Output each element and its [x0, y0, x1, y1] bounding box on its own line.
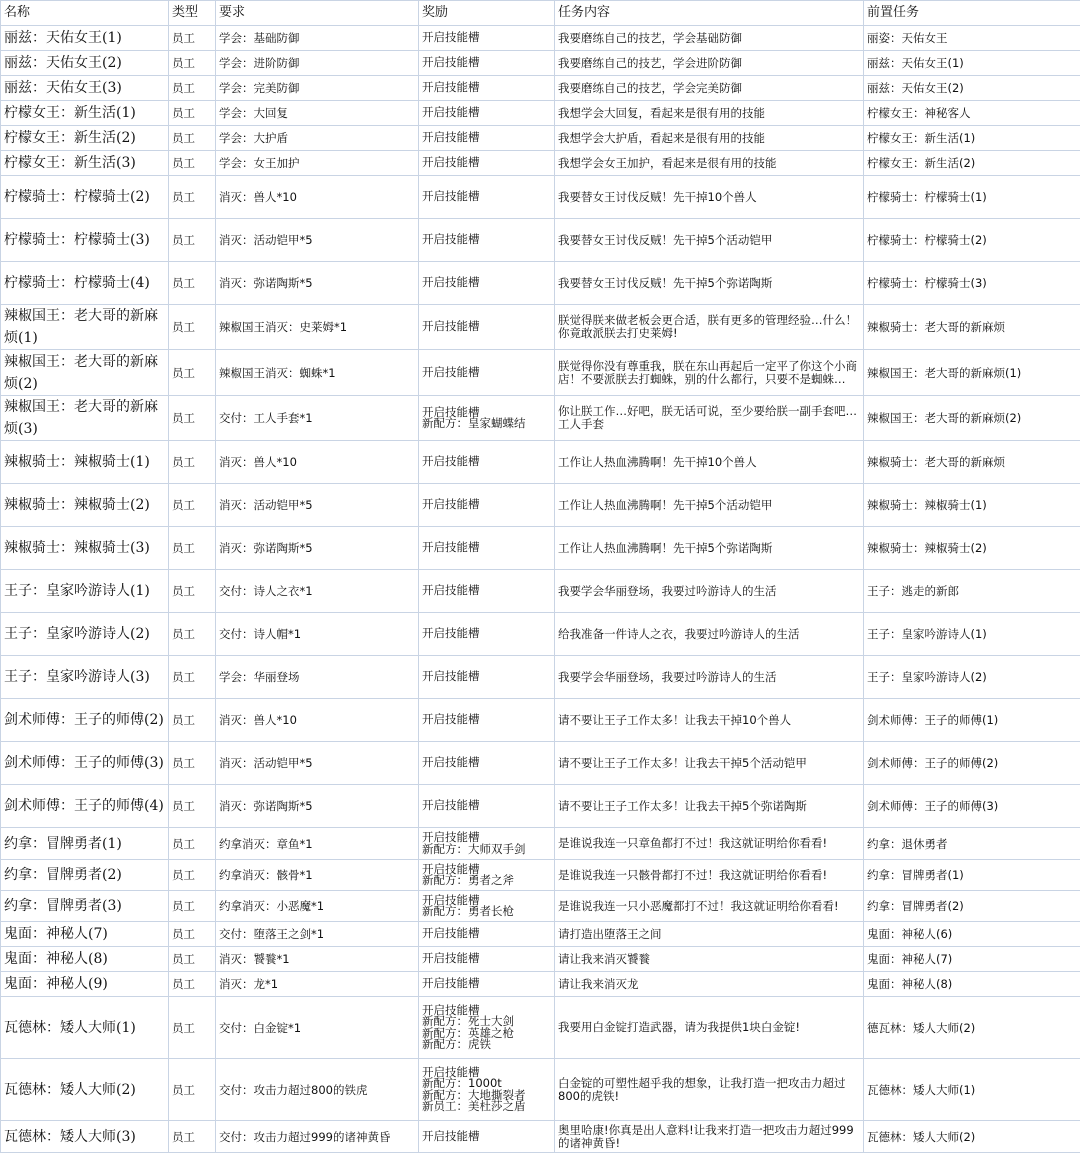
cell-task-content: 你让朕工作…好吧，朕无话可说，至少要给朕一副手套吧…工人手套 — [555, 396, 864, 441]
cell-name: 剑术师傅：王子的师傅(4) — [1, 785, 169, 828]
reward-item: 开启技能槽 — [422, 1131, 551, 1143]
cell-prerequisite: 剑术师傅：王子的师傅(2) — [864, 742, 1080, 785]
cell-name: 鬼面：神秘人(9) — [1, 972, 169, 997]
cell-prerequisite: 辣椒骑士：老大哥的新麻烦 — [864, 305, 1080, 350]
cell-name: 王子：皇家吟游诗人(3) — [1, 656, 169, 699]
cell-reward — [419, 305, 555, 350]
cell-name: 王子：皇家吟游诗人(2) — [1, 613, 169, 656]
cell-task-content: 我要替女王讨伐反贼！先干掉10个兽人 — [555, 176, 864, 219]
reward-item: 开启技能槽 — [422, 1005, 551, 1017]
cell-reward — [419, 51, 555, 76]
cell-reward — [419, 1121, 555, 1153]
reward-item: 开启技能槽 — [422, 895, 551, 907]
cell-type: 员工 — [169, 101, 216, 126]
cell-task-content: 工作让人热血沸腾啊！先干掉5个弥诺陶斯 — [555, 527, 864, 570]
reward-item: 开启技能槽 — [422, 1067, 551, 1079]
cell-reward — [419, 891, 555, 922]
reward-item: 新配方：皇家蝴蝶结 — [422, 418, 551, 430]
cell-name: 辣椒国王：老大哥的新麻烦(1) — [1, 305, 169, 350]
cell-requirement: 消灭：兽人*10 — [216, 441, 419, 484]
reward-item: 开启技能槽 — [422, 928, 551, 940]
cell-name: 柠檬女王：新生活(1) — [1, 101, 169, 126]
cell-reward — [419, 828, 555, 860]
cell-reward — [419, 350, 555, 396]
cell-task-content: 是谁说我连一只小恶魔都打不过！我这就证明给你看看! — [555, 891, 864, 922]
table-body — [1, 26, 1080, 1153]
cell-task-content: 我想学会大护盾，看起来是很有用的技能 — [555, 126, 864, 151]
cell-reward — [419, 484, 555, 527]
cell-name: 约拿：冒牌勇者(1) — [1, 828, 169, 860]
cell-task-content: 我要替女王讨伐反贼！先干掉5个弥诺陶斯 — [555, 262, 864, 305]
reward-item: 开启技能槽 — [422, 499, 551, 511]
cell-reward — [419, 570, 555, 613]
cell-requirement: 学会：大回复 — [216, 101, 419, 126]
cell-type: 员工 — [169, 262, 216, 305]
cell-name: 瓦德林：矮人大师(2) — [1, 1059, 169, 1121]
cell-task-content: 我要磨练自己的技艺，学会基础防御 — [555, 26, 864, 51]
cell-prerequisite: 剑术师傅：王子的师傅(1) — [864, 699, 1080, 742]
reward-item: 开启技能槽 — [422, 157, 551, 169]
cell-prerequisite: 约拿：冒牌勇者(2) — [864, 891, 1080, 922]
cell-name: 约拿：冒牌勇者(3) — [1, 891, 169, 922]
reward-item: 开启技能槽 — [422, 132, 551, 144]
cell-task-content: 请让我来消灭饕餮 — [555, 947, 864, 972]
reward-item: 新员工：美杜莎之盾 — [422, 1101, 551, 1113]
cell-prerequisite: 辣椒骑士：辣椒骑士(2) — [864, 527, 1080, 570]
cell-prerequisite: 辣椒国王：老大哥的新麻烦(2) — [864, 396, 1080, 441]
table-row — [1, 828, 1080, 860]
reward-item: 开启技能槽 — [422, 757, 551, 769]
cell-task-content: 我要替女王讨伐反贼！先干掉5个活动铠甲 — [555, 219, 864, 262]
table-row — [1, 305, 1080, 350]
cell-task-content: 朕觉得你没有尊重我，朕在东山再起后一定平了你这个小商店！不要派朕去打蜘蛛，别的什么都行，只要不是蜘蛛… — [555, 350, 864, 396]
header-requirement: 要求 — [216, 1, 419, 26]
reward-item: 开启技能槽 — [422, 407, 551, 419]
cell-name: 辣椒骑士：辣椒骑士(3) — [1, 527, 169, 570]
reward-item: 开启技能槽 — [422, 32, 551, 44]
cell-requirement: 交付：工人手套*1 — [216, 396, 419, 441]
cell-type: 员工 — [169, 1121, 216, 1153]
cell-task-content: 给我准备一件诗人之衣，我要过吟游诗人的生活 — [555, 613, 864, 656]
table-row — [1, 101, 1080, 126]
cell-reward — [419, 151, 555, 176]
cell-task-content: 奥里哈康!你真是出人意料!让我来打造一把攻击力超过999的诸神黄昏! — [555, 1121, 864, 1153]
cell-prerequisite: 丽兹：天佑女王(1) — [864, 51, 1080, 76]
cell-requirement: 交付：堕落王之剑*1 — [216, 922, 419, 947]
cell-prerequisite: 辣椒国王：老大哥的新麻烦(1) — [864, 350, 1080, 396]
table-row — [1, 1121, 1080, 1153]
reward-item: 开启技能槽 — [422, 671, 551, 683]
cell-name: 柠檬骑士：柠檬骑士(2) — [1, 176, 169, 219]
cell-reward — [419, 613, 555, 656]
table-row — [1, 527, 1080, 570]
reward-item: 开启技能槽 — [422, 800, 551, 812]
cell-type: 员工 — [169, 76, 216, 101]
cell-prerequisite: 瓦德林：矮人大师(1) — [864, 1059, 1080, 1121]
cell-requirement: 消灭：兽人*10 — [216, 699, 419, 742]
table-row — [1, 151, 1080, 176]
cell-type: 员工 — [169, 527, 216, 570]
cell-requirement: 约拿消灭：章鱼*1 — [216, 828, 419, 860]
cell-prerequisite: 柠檬骑士：柠檬骑士(3) — [864, 262, 1080, 305]
cell-type: 员工 — [169, 26, 216, 51]
table-row — [1, 699, 1080, 742]
cell-requirement: 约拿消灭：小恶魔*1 — [216, 891, 419, 922]
cell-name: 约拿：冒牌勇者(2) — [1, 860, 169, 891]
cell-prerequisite: 辣椒骑士：辣椒骑士(1) — [864, 484, 1080, 527]
table-row — [1, 891, 1080, 922]
reward-item: 开启技能槽 — [422, 234, 551, 246]
cell-requirement: 消灭：龙*1 — [216, 972, 419, 997]
cell-reward — [419, 997, 555, 1059]
reward-item: 开启技能槽 — [422, 542, 551, 554]
cell-requirement: 学会：基础防御 — [216, 26, 419, 51]
cell-requirement: 辣椒国王消灭：蜘蛛*1 — [216, 350, 419, 396]
cell-type: 员工 — [169, 613, 216, 656]
table-row — [1, 262, 1080, 305]
cell-reward — [419, 699, 555, 742]
cell-prerequisite: 柠檬女王：新生活(1) — [864, 126, 1080, 151]
reward-item: 开启技能槽 — [422, 107, 551, 119]
table-row — [1, 51, 1080, 76]
cell-type: 员工 — [169, 176, 216, 219]
cell-prerequisite: 王子：逃走的新郎 — [864, 570, 1080, 613]
cell-type: 员工 — [169, 570, 216, 613]
cell-requirement: 消灭：活动铠甲*5 — [216, 484, 419, 527]
table-row — [1, 396, 1080, 441]
cell-prerequisite: 柠檬女王：新生活(2) — [864, 151, 1080, 176]
table-row — [1, 441, 1080, 484]
table-row — [1, 26, 1080, 51]
reward-item: 新配方：大师双手剑 — [422, 844, 551, 856]
reward-item: 开启技能槽 — [422, 864, 551, 876]
reward-item: 新配方：勇者长枪 — [422, 906, 551, 918]
reward-item: 新配方：死士大剑 — [422, 1016, 551, 1028]
cell-name: 辣椒国王：老大哥的新麻烦(3) — [1, 396, 169, 441]
cell-requirement: 消灭：弥诺陶斯*5 — [216, 527, 419, 570]
cell-requirement: 学会：华丽登场 — [216, 656, 419, 699]
cell-prerequisite: 剑术师傅：王子的师傅(3) — [864, 785, 1080, 828]
cell-task-content: 是谁说我连一只章鱼都打不过！我这就证明给你看看! — [555, 828, 864, 860]
cell-reward — [419, 656, 555, 699]
cell-type: 员工 — [169, 51, 216, 76]
reward-item: 开启技能槽 — [422, 456, 551, 468]
cell-task-content: 请不要让王子工作太多！让我去干掉10个兽人 — [555, 699, 864, 742]
cell-reward — [419, 262, 555, 305]
cell-type: 员工 — [169, 699, 216, 742]
cell-type: 员工 — [169, 891, 216, 922]
table-row — [1, 922, 1080, 947]
cell-type: 员工 — [169, 219, 216, 262]
cell-reward — [419, 441, 555, 484]
cell-task-content: 我要学会华丽登场，我要过吟游诗人的生活 — [555, 570, 864, 613]
cell-task-content: 请不要让王子工作太多！让我去干掉5个活动铠甲 — [555, 742, 864, 785]
cell-reward — [419, 947, 555, 972]
cell-type: 员工 — [169, 947, 216, 972]
cell-name: 丽兹：天佑女王(2) — [1, 51, 169, 76]
cell-type: 员工 — [169, 860, 216, 891]
cell-name: 剑术师傅：王子的师傅(2) — [1, 699, 169, 742]
cell-name: 柠檬骑士：柠檬骑士(4) — [1, 262, 169, 305]
cell-type: 员工 — [169, 997, 216, 1059]
table-row — [1, 656, 1080, 699]
cell-reward — [419, 922, 555, 947]
reward-item: 开启技能槽 — [422, 585, 551, 597]
cell-requirement: 学会：女王加护 — [216, 151, 419, 176]
cell-reward — [419, 860, 555, 891]
cell-requirement: 消灭：饕餮*1 — [216, 947, 419, 972]
cell-prerequisite: 约拿：冒牌勇者(1) — [864, 860, 1080, 891]
cell-prerequisite: 王子：皇家吟游诗人(2) — [864, 656, 1080, 699]
reward-item: 开启技能槽 — [422, 367, 551, 379]
reward-item: 开启技能槽 — [422, 628, 551, 640]
reward-item: 开启技能槽 — [422, 832, 551, 844]
cell-reward — [419, 101, 555, 126]
reward-item: 开启技能槽 — [422, 978, 551, 990]
cell-type: 员工 — [169, 350, 216, 396]
cell-type: 员工 — [169, 396, 216, 441]
table-row — [1, 1059, 1080, 1121]
cell-prerequisite: 柠檬骑士：柠檬骑士(2) — [864, 219, 1080, 262]
cell-reward — [419, 396, 555, 441]
cell-name: 鬼面：神秘人(8) — [1, 947, 169, 972]
cell-type: 员工 — [169, 441, 216, 484]
cell-prerequisite: 鬼面：神秘人(6) — [864, 922, 1080, 947]
cell-type: 员工 — [169, 151, 216, 176]
table-row — [1, 350, 1080, 396]
cell-task-content: 工作让人热血沸腾啊！先干掉10个兽人 — [555, 441, 864, 484]
reward-item: 新配方：虎铁 — [422, 1039, 551, 1051]
cell-requirement: 消灭：弥诺陶斯*5 — [216, 785, 419, 828]
cell-reward — [419, 972, 555, 997]
cell-task-content: 工作让人热血沸腾啊！先干掉5个活动铠甲 — [555, 484, 864, 527]
table-row — [1, 570, 1080, 613]
cell-requirement: 交付：白金锭*1 — [216, 997, 419, 1059]
cell-reward — [419, 785, 555, 828]
cell-name: 柠檬女王：新生活(2) — [1, 126, 169, 151]
cell-prerequisite: 鬼面：神秘人(8) — [864, 972, 1080, 997]
table-row — [1, 785, 1080, 828]
reward-item: 开启技能槽 — [422, 321, 551, 333]
cell-requirement: 约拿消灭：骸骨*1 — [216, 860, 419, 891]
table-row — [1, 484, 1080, 527]
reward-item: 新配方：勇者之斧 — [422, 875, 551, 887]
cell-task-content: 我要磨练自己的技艺，学会进阶防御 — [555, 51, 864, 76]
cell-type: 员工 — [169, 126, 216, 151]
table-row — [1, 176, 1080, 219]
reward-item: 开启技能槽 — [422, 191, 551, 203]
cell-prerequisite: 鬼面：神秘人(7) — [864, 947, 1080, 972]
cell-name: 瓦德林：矮人大师(3) — [1, 1121, 169, 1153]
cell-type: 员工 — [169, 1059, 216, 1121]
cell-reward — [419, 527, 555, 570]
cell-task-content: 请打造出堕落王之间 — [555, 922, 864, 947]
reward-item: 新配方：1000t — [422, 1078, 551, 1090]
cell-type: 员工 — [169, 484, 216, 527]
cell-name: 鬼面：神秘人(7) — [1, 922, 169, 947]
table-row — [1, 613, 1080, 656]
cell-name: 辣椒国王：老大哥的新麻烦(2) — [1, 350, 169, 396]
header-type: 类型 — [169, 1, 216, 26]
cell-name: 丽兹：天佑女王(3) — [1, 76, 169, 101]
cell-task-content: 请不要让王子工作太多！让我去干掉5个弥诺陶斯 — [555, 785, 864, 828]
header-row — [1, 1, 1080, 26]
table-row — [1, 972, 1080, 997]
cell-requirement: 交付：诗人之衣*1 — [216, 570, 419, 613]
cell-prerequisite: 王子：皇家吟游诗人(1) — [864, 613, 1080, 656]
reward-item: 开启技能槽 — [422, 953, 551, 965]
cell-requirement: 交付：攻击力超过800的铁虎 — [216, 1059, 419, 1121]
cell-task-content: 朕觉得朕来做老板会更合适，朕有更多的管理经验…什么！你竟敢派朕去打史莱姆! — [555, 305, 864, 350]
cell-reward — [419, 219, 555, 262]
cell-type: 员工 — [169, 785, 216, 828]
reward-item: 新配方：英雄之枪 — [422, 1028, 551, 1040]
header-task-content: 任务内容 — [555, 1, 864, 26]
table-row — [1, 860, 1080, 891]
cell-reward — [419, 26, 555, 51]
table-row — [1, 997, 1080, 1059]
cell-requirement: 辣椒国王消灭：史莱姆*1 — [216, 305, 419, 350]
cell-prerequisite: 约拿：退休勇者 — [864, 828, 1080, 860]
reward-item: 新配方：大地撕裂者 — [422, 1090, 551, 1102]
header-name: 名称 — [1, 1, 169, 26]
cell-task-content: 白金锭的可塑性超乎我的想象，让我打造一把攻击力超过800的虎铁! — [555, 1059, 864, 1121]
table-row — [1, 126, 1080, 151]
cell-requirement: 学会：大护盾 — [216, 126, 419, 151]
cell-prerequisite: 丽姿：天佑女王 — [864, 26, 1080, 51]
cell-task-content: 请让我来消灭龙 — [555, 972, 864, 997]
cell-requirement: 学会：进阶防御 — [216, 51, 419, 76]
cell-requirement: 消灭：活动铠甲*5 — [216, 219, 419, 262]
cell-task-content: 我想学会女王加护，看起来是很有用的技能 — [555, 151, 864, 176]
cell-name: 柠檬女王：新生活(3) — [1, 151, 169, 176]
cell-type: 员工 — [169, 742, 216, 785]
cell-type: 员工 — [169, 656, 216, 699]
cell-requirement: 学会：完美防御 — [216, 76, 419, 101]
cell-name: 剑术师傅：王子的师傅(3) — [1, 742, 169, 785]
cell-requirement: 消灭：弥诺陶斯*5 — [216, 262, 419, 305]
cell-task-content: 是谁说我连一只骸骨都打不过！我这就证明给你看看! — [555, 860, 864, 891]
cell-name: 丽兹：天佑女王(1) — [1, 26, 169, 51]
cell-prerequisite: 柠檬女王：神秘客人 — [864, 101, 1080, 126]
cell-name: 辣椒骑士：辣椒骑士(1) — [1, 441, 169, 484]
cell-type: 员工 — [169, 922, 216, 947]
cell-requirement: 交付：攻击力超过999的诸神黄昏 — [216, 1121, 419, 1153]
cell-name: 王子：皇家吟游诗人(1) — [1, 570, 169, 613]
table-row — [1, 76, 1080, 101]
cell-type: 员工 — [169, 828, 216, 860]
cell-task-content: 我要学会华丽登场，我要过吟游诗人的生活 — [555, 656, 864, 699]
cell-prerequisite: 瓦德林：矮人大师(2) — [864, 1121, 1080, 1153]
cell-name: 瓦德林：矮人大师(1) — [1, 997, 169, 1059]
table-row — [1, 219, 1080, 262]
header-prerequisite: 前置任务 — [864, 1, 1080, 26]
cell-task-content: 我要用白金锭打造武器，请为我提供1块白金锭! — [555, 997, 864, 1059]
cell-reward — [419, 126, 555, 151]
cell-task-content: 我想学会大回复，看起来是很有用的技能 — [555, 101, 864, 126]
table-row — [1, 947, 1080, 972]
cell-prerequisite: 辣椒骑士：老大哥的新麻烦 — [864, 441, 1080, 484]
cell-prerequisite: 丽兹：天佑女王(2) — [864, 76, 1080, 101]
cell-reward — [419, 76, 555, 101]
cell-type: 员工 — [169, 305, 216, 350]
table-row — [1, 742, 1080, 785]
reward-item: 开启技能槽 — [422, 57, 551, 69]
cell-prerequisite: 德瓦林：矮人大师(2) — [864, 997, 1080, 1059]
cell-requirement: 消灭：活动铠甲*5 — [216, 742, 419, 785]
cell-name: 辣椒骑士：辣椒骑士(2) — [1, 484, 169, 527]
cell-requirement: 消灭：兽人*10 — [216, 176, 419, 219]
cell-reward — [419, 742, 555, 785]
cell-name: 柠檬骑士：柠檬骑士(3) — [1, 219, 169, 262]
header-reward: 奖励 — [419, 1, 555, 26]
reward-item: 开启技能槽 — [422, 714, 551, 726]
cell-requirement: 交付：诗人帽*1 — [216, 613, 419, 656]
cell-task-content: 我要磨练自己的技艺，学会完美防御 — [555, 76, 864, 101]
reward-item: 开启技能槽 — [422, 82, 551, 94]
cell-prerequisite: 柠檬骑士：柠檬骑士(1) — [864, 176, 1080, 219]
cell-type: 员工 — [169, 972, 216, 997]
reward-item: 开启技能槽 — [422, 277, 551, 289]
cell-reward — [419, 176, 555, 219]
cell-reward — [419, 1059, 555, 1121]
